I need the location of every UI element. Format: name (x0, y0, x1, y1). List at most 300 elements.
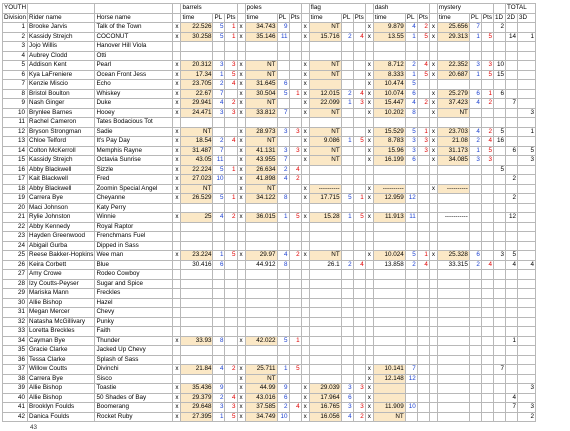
points-cell[interactable] (481, 213, 493, 223)
place-cell[interactable] (213, 355, 225, 365)
points-cell[interactable] (481, 412, 493, 422)
total-2d-cell[interactable] (506, 42, 518, 52)
time-cell[interactable]: NT (309, 251, 341, 261)
points-cell[interactable] (353, 156, 365, 166)
points-cell[interactable]: 4 (289, 165, 301, 175)
entered-mark-cell[interactable]: x (173, 165, 181, 175)
place-cell[interactable]: 1 (469, 70, 481, 80)
points-cell[interactable]: 4 (225, 80, 237, 90)
row-number[interactable]: 7 (3, 80, 28, 90)
points-cell[interactable] (417, 42, 429, 52)
entered-mark-cell[interactable]: x (301, 384, 309, 394)
place-cell[interactable] (405, 412, 417, 422)
time-cell[interactable]: 8.333 (373, 70, 405, 80)
horse-name-cell[interactable]: Echo (95, 80, 173, 90)
entered-mark-cell[interactable] (429, 384, 437, 394)
total-1d-cell[interactable] (494, 403, 506, 413)
entered-mark-cell[interactable] (173, 374, 181, 384)
entered-mark-cell[interactable] (429, 213, 437, 223)
time-cell[interactable] (245, 308, 277, 318)
points-cell[interactable] (289, 241, 301, 251)
time-cell[interactable]: 22.67 (181, 89, 213, 99)
points-cell[interactable]: 2 (417, 99, 429, 109)
time-cell[interactable]: 22.526 (181, 23, 213, 33)
entered-mark-cell[interactable]: x (237, 32, 245, 42)
total-1d-cell[interactable] (494, 346, 506, 356)
place-cell[interactable]: 1 (213, 251, 225, 261)
total-3d-cell[interactable]: 3 (518, 108, 536, 118)
place-cell[interactable] (405, 336, 417, 346)
total-1d-cell[interactable] (494, 355, 506, 365)
place-cell[interactable] (469, 393, 481, 403)
total-3d-cell[interactable] (518, 317, 536, 327)
time-cell[interactable] (437, 241, 469, 251)
rider-name-cell[interactable]: Danica Foulds (28, 412, 95, 422)
entered-mark-cell[interactable] (301, 374, 309, 384)
time-cell[interactable]: NT (181, 184, 213, 194)
place-cell[interactable]: 3 (341, 403, 353, 413)
points-cell[interactable] (225, 346, 237, 356)
time-cell[interactable] (373, 393, 405, 403)
time-cell[interactable]: NT (309, 127, 341, 137)
place-cell[interactable] (341, 118, 353, 128)
place-cell[interactable]: 12 (405, 374, 417, 384)
time-cell[interactable] (309, 355, 341, 365)
row-number[interactable]: 24 (3, 241, 28, 251)
place-cell[interactable]: 2 (213, 80, 225, 90)
total-2d-cell[interactable]: 7 (506, 403, 518, 413)
place-cell[interactable]: 1 (469, 146, 481, 156)
horse-name-cell[interactable]: Rocket Ruby (95, 412, 173, 422)
place-cell[interactable] (277, 70, 289, 80)
points-cell[interactable] (417, 118, 429, 128)
total-1d-cell[interactable] (494, 32, 506, 42)
entered-mark-cell[interactable]: x (237, 165, 245, 175)
entered-mark-cell[interactable]: x (365, 213, 373, 223)
place-cell[interactable] (341, 156, 353, 166)
place-cell[interactable]: 6 (277, 80, 289, 90)
points-cell[interactable] (289, 99, 301, 109)
entered-mark-cell[interactable] (173, 289, 181, 299)
entered-mark-cell[interactable]: x (429, 23, 437, 33)
total-3d-cell[interactable]: 3 (518, 384, 536, 394)
time-cell[interactable]: 42.022 (245, 336, 277, 346)
total-2d-cell[interactable] (506, 203, 518, 213)
place-cell[interactable] (469, 108, 481, 118)
place-cell[interactable] (277, 355, 289, 365)
time-cell[interactable]: 29.97 (245, 251, 277, 261)
points-cell[interactable] (353, 118, 365, 128)
entered-mark-cell[interactable] (173, 327, 181, 337)
total-2d-cell[interactable] (506, 137, 518, 147)
place-cell[interactable] (213, 127, 225, 137)
time-cell[interactable]: NT (309, 156, 341, 166)
total-1d-cell[interactable] (494, 289, 506, 299)
time-cell[interactable] (309, 232, 341, 242)
time-cell[interactable] (309, 80, 341, 90)
time-cell[interactable] (437, 298, 469, 308)
points-cell[interactable]: 3 (481, 156, 493, 166)
entered-mark-cell[interactable] (365, 355, 373, 365)
place-cell[interactable] (341, 146, 353, 156)
points-cell[interactable]: 1 (225, 32, 237, 42)
entered-mark-cell[interactable]: x (365, 108, 373, 118)
time-cell[interactable]: 16.199 (373, 156, 405, 166)
time-cell[interactable]: 33.812 (245, 108, 277, 118)
place-cell[interactable] (405, 308, 417, 318)
entered-mark-cell[interactable]: x (301, 127, 309, 137)
time-cell[interactable]: 43.016 (245, 393, 277, 403)
rider-name-cell[interactable]: Megan Mercer (28, 308, 95, 318)
horse-name-cell[interactable]: Talk of the Town (95, 23, 173, 33)
place-cell[interactable]: 2 (405, 260, 417, 270)
place-cell[interactable]: 3 (277, 127, 289, 137)
place-cell[interactable] (213, 203, 225, 213)
time-cell[interactable]: 10.474 (373, 80, 405, 90)
row-number[interactable]: 3 (3, 42, 28, 52)
entered-mark-cell[interactable] (429, 232, 437, 242)
entered-mark-cell[interactable]: x (173, 70, 181, 80)
place-cell[interactable]: 3 (341, 384, 353, 394)
time-cell[interactable] (309, 298, 341, 308)
place-cell[interactable]: 6 (213, 260, 225, 270)
time-cell[interactable] (245, 203, 277, 213)
points-cell[interactable] (417, 403, 429, 413)
points-cell[interactable] (481, 336, 493, 346)
time-cell[interactable] (245, 298, 277, 308)
entered-mark-cell[interactable]: x (301, 108, 309, 118)
time-cell[interactable] (181, 51, 213, 61)
row-number[interactable]: 10 (3, 108, 28, 118)
horse-name-cell[interactable]: Toastie (95, 384, 173, 394)
points-cell[interactable] (417, 213, 429, 223)
entered-mark-cell[interactable]: x (237, 99, 245, 109)
entered-mark-cell[interactable]: x (301, 99, 309, 109)
total-2d-cell[interactable]: 2 (506, 175, 518, 185)
time-cell[interactable] (181, 355, 213, 365)
points-cell[interactable] (481, 42, 493, 52)
time-cell[interactable]: 22.099 (309, 99, 341, 109)
points-cell[interactable] (225, 355, 237, 365)
entered-mark-cell[interactable] (301, 51, 309, 61)
entered-mark-cell[interactable]: x (173, 23, 181, 33)
time-cell[interactable]: NT (245, 99, 277, 109)
time-cell[interactable]: NT (437, 108, 469, 118)
row-number[interactable]: 9 (3, 99, 28, 109)
total-3d-cell[interactable] (518, 89, 536, 99)
place-cell[interactable] (469, 374, 481, 384)
time-cell[interactable] (437, 42, 469, 52)
total-3d-cell[interactable] (518, 61, 536, 71)
total-3d-cell[interactable] (518, 42, 536, 52)
total-1d-cell[interactable] (494, 184, 506, 194)
rider-name-cell[interactable]: Jojo Willis (28, 42, 95, 52)
points-cell[interactable]: 5 (353, 137, 365, 147)
time-cell[interactable]: ---------- (373, 184, 405, 194)
entered-mark-cell[interactable]: x (365, 412, 373, 422)
points-cell[interactable] (225, 222, 237, 232)
time-cell[interactable]: NT (309, 70, 341, 80)
place-cell[interactable] (405, 327, 417, 337)
rider-name-cell[interactable]: Rylie Johnston (28, 213, 95, 223)
rider-name-cell[interactable]: Carrera Bye (28, 194, 95, 204)
place-cell[interactable]: 5 (213, 32, 225, 42)
total-2d-cell[interactable] (506, 23, 518, 33)
horse-name-cell[interactable]: 50 Shades of Bay (95, 393, 173, 403)
time-cell[interactable]: 34.122 (245, 194, 277, 204)
time-cell[interactable] (373, 355, 405, 365)
place-cell[interactable] (341, 251, 353, 261)
entered-mark-cell[interactable]: x (301, 251, 309, 261)
entered-mark-cell[interactable]: x (237, 251, 245, 261)
place-cell[interactable]: 3 (213, 108, 225, 118)
points-cell[interactable] (225, 127, 237, 137)
row-number[interactable]: 29 (3, 289, 28, 299)
time-cell[interactable]: NT (245, 374, 277, 384)
place-cell[interactable] (469, 384, 481, 394)
total-2d-cell[interactable] (506, 118, 518, 128)
rider-name-cell[interactable]: Kya LaFreniere (28, 70, 95, 80)
place-cell[interactable]: 2 (469, 137, 481, 147)
entered-mark-cell[interactable]: x (365, 137, 373, 147)
time-cell[interactable] (437, 175, 469, 185)
total-1d-cell[interactable]: 3 (494, 251, 506, 261)
place-cell[interactable]: 3 (469, 156, 481, 166)
place-cell[interactable] (405, 384, 417, 394)
points-cell[interactable] (417, 317, 429, 327)
rider-name-cell[interactable]: Abby Kennedy (28, 222, 95, 232)
entered-mark-cell[interactable]: x (365, 23, 373, 33)
points-cell[interactable] (481, 222, 493, 232)
place-cell[interactable]: 5 (405, 127, 417, 137)
points-cell[interactable] (225, 317, 237, 327)
points-cell[interactable] (289, 298, 301, 308)
time-cell[interactable] (373, 203, 405, 213)
entered-mark-cell[interactable]: x (237, 89, 245, 99)
place-cell[interactable] (405, 270, 417, 280)
horse-name-cell[interactable]: Jacked Up Chevy (95, 346, 173, 356)
entered-mark-cell[interactable] (173, 241, 181, 251)
time-cell[interactable] (181, 298, 213, 308)
points-cell[interactable] (417, 412, 429, 422)
entered-mark-cell[interactable]: x (237, 108, 245, 118)
horse-name-cell[interactable]: Sisco (95, 374, 173, 384)
total-2d-cell[interactable] (506, 51, 518, 61)
total-1d-cell[interactable] (494, 298, 506, 308)
time-cell[interactable]: 15.716 (309, 32, 341, 42)
entered-mark-cell[interactable]: x (365, 146, 373, 156)
time-cell[interactable]: 9.879 (373, 23, 405, 33)
points-cell[interactable]: 4 (481, 260, 493, 270)
total-2d-cell[interactable] (506, 384, 518, 394)
time-cell[interactable]: NT (373, 412, 405, 422)
place-cell[interactable]: 5 (341, 194, 353, 204)
time-cell[interactable] (373, 384, 405, 394)
time-cell[interactable] (437, 51, 469, 61)
place-cell[interactable]: 3 (405, 137, 417, 147)
entered-mark-cell[interactable]: x (301, 32, 309, 42)
row-number[interactable]: 36 (3, 355, 28, 365)
time-cell[interactable] (373, 289, 405, 299)
time-cell[interactable] (181, 374, 213, 384)
points-cell[interactable] (417, 279, 429, 289)
time-cell[interactable]: 43.955 (245, 156, 277, 166)
points-cell[interactable] (417, 241, 429, 251)
entered-mark-cell[interactable] (173, 279, 181, 289)
place-cell[interactable]: 2 (277, 165, 289, 175)
place-cell[interactable] (341, 327, 353, 337)
time-cell[interactable] (181, 289, 213, 299)
time-cell[interactable]: 10.141 (373, 365, 405, 375)
points-cell[interactable]: 4 (225, 393, 237, 403)
entered-mark-cell[interactable]: x (173, 213, 181, 223)
entered-mark-cell[interactable] (365, 222, 373, 232)
total-3d-cell[interactable]: 1 (518, 127, 536, 137)
entered-mark-cell[interactable] (237, 118, 245, 128)
rider-name-cell[interactable]: Natasha McGillivary (28, 317, 95, 327)
entered-mark-cell[interactable] (237, 317, 245, 327)
total-2d-cell[interactable]: 14 (506, 32, 518, 42)
total-2d-cell[interactable]: 1 (506, 336, 518, 346)
total-2d-cell[interactable] (506, 412, 518, 422)
time-cell[interactable] (309, 279, 341, 289)
points-cell[interactable] (225, 279, 237, 289)
total-3d-cell[interactable] (518, 232, 536, 242)
place-cell[interactable]: 6 (277, 393, 289, 403)
place-cell[interactable]: 7 (213, 146, 225, 156)
place-cell[interactable]: 4 (469, 127, 481, 137)
entered-mark-cell[interactable] (301, 203, 309, 213)
time-cell[interactable] (309, 270, 341, 280)
row-number[interactable]: 20 (3, 203, 28, 213)
time-cell[interactable] (181, 270, 213, 280)
time-cell[interactable]: NT (309, 146, 341, 156)
place-cell[interactable]: 10 (405, 403, 417, 413)
place-cell[interactable]: 6 (341, 393, 353, 403)
place-cell[interactable]: 5 (213, 23, 225, 33)
entered-mark-cell[interactable]: x (237, 137, 245, 147)
time-cell[interactable] (309, 365, 341, 375)
entered-mark-cell[interactable] (365, 270, 373, 280)
points-cell[interactable] (417, 222, 429, 232)
place-cell[interactable] (277, 270, 289, 280)
total-2d-cell[interactable]: 2 (506, 194, 518, 204)
place-cell[interactable] (469, 165, 481, 175)
horse-name-cell[interactable]: Sugar and Spice (95, 279, 173, 289)
total-3d-cell[interactable] (518, 241, 536, 251)
place-cell[interactable]: 1 (277, 213, 289, 223)
entered-mark-cell[interactable]: x (237, 374, 245, 384)
total-2d-cell[interactable]: 4 (506, 260, 518, 270)
place-cell[interactable] (469, 346, 481, 356)
place-cell[interactable] (469, 365, 481, 375)
entered-mark-cell[interactable] (429, 374, 437, 384)
time-cell[interactable]: 29.039 (309, 384, 341, 394)
time-cell[interactable] (309, 374, 341, 384)
points-cell[interactable] (353, 232, 365, 242)
place-cell[interactable]: 12 (405, 194, 417, 204)
points-cell[interactable] (353, 346, 365, 356)
points-cell[interactable] (353, 127, 365, 137)
entered-mark-cell[interactable]: x (365, 156, 373, 166)
place-cell[interactable] (213, 222, 225, 232)
rider-name-cell[interactable]: Loretta Breckles (28, 327, 95, 337)
total-2d-cell[interactable] (506, 232, 518, 242)
points-cell[interactable] (417, 308, 429, 318)
entered-mark-cell[interactable] (301, 336, 309, 346)
place-cell[interactable] (405, 232, 417, 242)
entered-mark-cell[interactable]: x (301, 156, 309, 166)
entered-mark-cell[interactable]: x (237, 412, 245, 422)
entered-mark-cell[interactable]: x (237, 61, 245, 71)
points-cell[interactable] (481, 279, 493, 289)
entered-mark-cell[interactable] (173, 270, 181, 280)
row-number[interactable]: 4 (3, 51, 28, 61)
place-cell[interactable]: 3 (277, 146, 289, 156)
entered-mark-cell[interactable]: x (237, 184, 245, 194)
time-cell[interactable]: 18.54 (181, 137, 213, 147)
points-cell[interactable] (225, 298, 237, 308)
place-cell[interactable] (405, 241, 417, 251)
total-1d-cell[interactable]: 10 (494, 61, 506, 71)
row-number[interactable]: 28 (3, 279, 28, 289)
rider-name-cell[interactable]: Maci Johnson (28, 203, 95, 213)
place-cell[interactable]: 8 (277, 194, 289, 204)
points-cell[interactable] (481, 165, 493, 175)
time-cell[interactable]: NT (245, 70, 277, 80)
time-cell[interactable] (373, 118, 405, 128)
time-cell[interactable]: 30.258 (181, 32, 213, 42)
time-cell[interactable] (437, 412, 469, 422)
entered-mark-cell[interactable]: x (173, 89, 181, 99)
entered-mark-cell[interactable] (237, 203, 245, 213)
place-cell[interactable]: 4 (277, 175, 289, 185)
place-cell[interactable] (341, 241, 353, 251)
total-2d-cell[interactable] (506, 61, 518, 71)
rider-name-cell[interactable]: Mariska Mann (28, 289, 95, 299)
points-cell[interactable] (417, 184, 429, 194)
entered-mark-cell[interactable]: x (173, 336, 181, 346)
total-1d-cell[interactable] (494, 146, 506, 156)
time-cell[interactable]: 21.08 (437, 137, 469, 147)
time-cell[interactable]: 26.529 (181, 194, 213, 204)
time-cell[interactable]: 11.913 (373, 213, 405, 223)
place-cell[interactable]: 1 (405, 70, 417, 80)
horse-name-cell[interactable]: Octavia Sunrise (95, 156, 173, 166)
entered-mark-cell[interactable] (365, 336, 373, 346)
row-number[interactable]: 42 (3, 412, 28, 422)
time-cell[interactable] (245, 355, 277, 365)
entered-mark-cell[interactable] (237, 289, 245, 299)
points-cell[interactable]: 2 (481, 127, 493, 137)
total-3d-cell[interactable]: 3 (518, 403, 536, 413)
total-2d-cell[interactable] (506, 270, 518, 280)
time-cell[interactable]: 11.909 (373, 403, 405, 413)
place-cell[interactable] (213, 346, 225, 356)
points-cell[interactable] (289, 61, 301, 71)
horse-name-cell[interactable]: Katy Perry (95, 203, 173, 213)
time-cell[interactable] (437, 203, 469, 213)
points-cell[interactable] (353, 51, 365, 61)
place-cell[interactable]: 1 (469, 32, 481, 42)
time-cell[interactable]: 36.015 (245, 213, 277, 223)
row-number[interactable]: 23 (3, 232, 28, 242)
rider-name-cell[interactable]: Allie Bishop (28, 384, 95, 394)
points-cell[interactable] (353, 222, 365, 232)
entered-mark-cell[interactable] (365, 175, 373, 185)
points-cell[interactable] (481, 365, 493, 375)
points-cell[interactable] (353, 203, 365, 213)
